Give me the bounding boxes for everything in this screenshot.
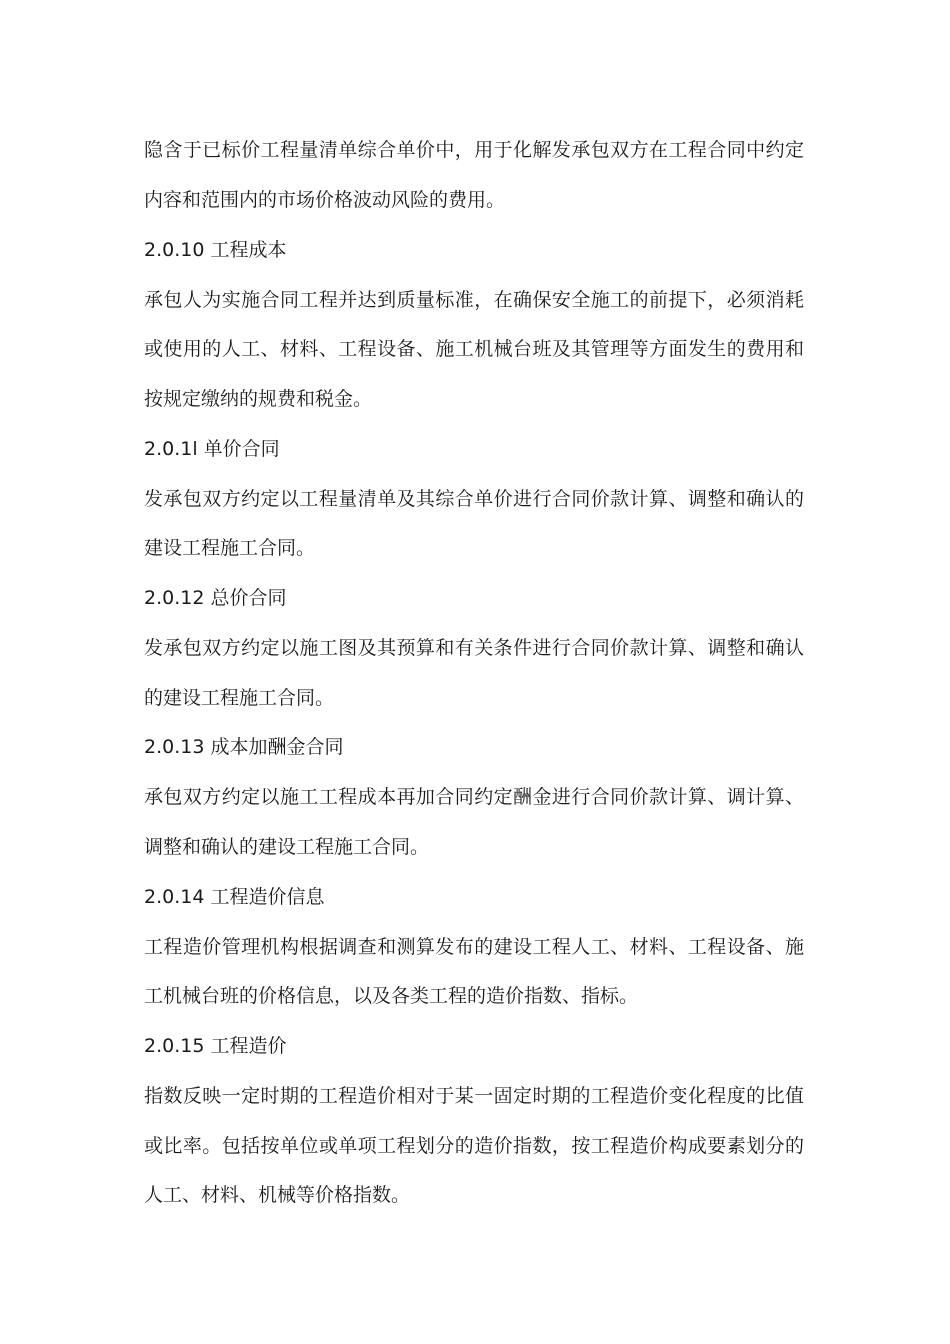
body-text-line: 工程造价管理机构根据调查和测算发布的建设工程人工、材料、工程设备、施	[144, 936, 804, 958]
body-text-line: 内容和范围内的市场价格波动风险的费用。	[144, 189, 506, 211]
body-text-line: 隐含于已标价工程量清单综合单价中，用于化解发承包双方在工程合同中约定	[144, 139, 804, 161]
body-text-line: 承包双方约定以施工工程成本再加合同约定酬金进行合同价款计算、调计算、	[144, 786, 804, 808]
body-text-line: 工机械台班的价格信息，以及各类工程的造价指数、指标。	[144, 985, 639, 1007]
body-text-line: 发承包双方约定以工程量清单及其综合单价进行合同价款计算、调整和确认的	[144, 488, 804, 510]
section-heading: 2.0.13 成本加酬金合同	[144, 736, 344, 758]
section-heading: 2.0.14 工程造价信息	[144, 886, 325, 908]
body-text-line: 调整和确认的建设工程施工合同。	[144, 836, 430, 858]
section-heading: 2.0.1l 单价合同	[144, 438, 280, 460]
body-text-line: 或使用的人工、材料、工程设备、施工机械台班及其管理等方面发生的费用和	[144, 338, 804, 360]
body-text-line: 承包人为实施合同工程并达到质量标准，在确保安全施工的前提下，必须消耗	[144, 289, 804, 311]
body-text-line: 建设工程施工合同。	[144, 537, 316, 559]
section-heading: 2.0.15 工程造价	[144, 1035, 287, 1057]
section-heading: 2.0.12 总价合同	[144, 587, 287, 609]
body-text-line: 的建设工程施工合同。	[144, 687, 335, 709]
body-text-line: 按规定缴纳的规费和税金。	[144, 388, 373, 410]
body-text-line: 发承包双方约定以施工图及其预算和有关条件进行合同价款计算、调整和确认	[144, 637, 804, 659]
body-text-line: 或比率。包括按单位或单项工程划分的造价指数，按工程造价构成要素划分的	[144, 1135, 804, 1157]
body-text-line: 人工、材料、机械等价格指数。	[144, 1184, 411, 1206]
body-text-line: 指数反映一定时期的工程造价相对于某一固定时期的工程造价变化程度的比值	[144, 1085, 804, 1107]
section-heading: 2.0.10 工程成本	[144, 239, 287, 261]
